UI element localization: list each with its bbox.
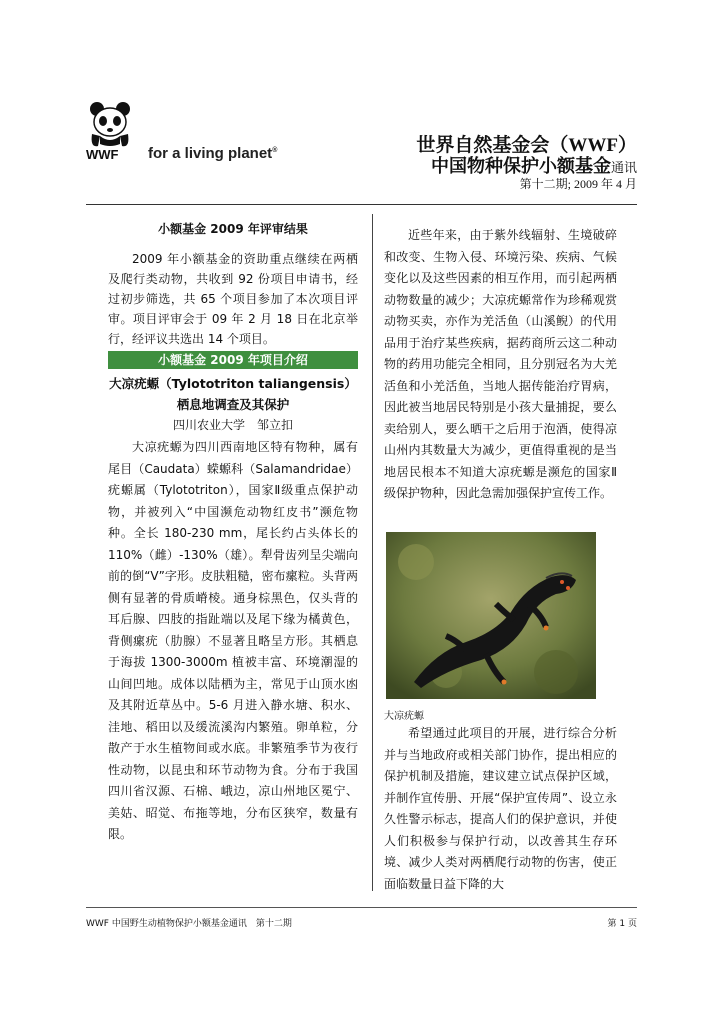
wwf-logo-text: WWF: [86, 147, 119, 162]
footer-rule: [86, 907, 637, 908]
header-rule: [86, 204, 637, 205]
tagline-text: for a living planet: [148, 145, 273, 162]
article-title: 大凉疣螈（Tylototriton taliangensis）栖息地调查及其保护: [109, 376, 357, 412]
salamander-photo: [386, 532, 596, 699]
column-divider: [372, 214, 373, 891]
fund-title-main: 中国物种保护小额基金: [430, 156, 611, 176]
article-body-left: 大凉疣螈为四川西南地区特有物种，属有尾目（Caudata）蝾螈科（Salamandridae）疣螈属（Tylototriton），国家Ⅱ级重点保护动物，并被列入“中国濒危动物红皮书”濒危物种。全长 180-230 mm，尾长约占头体长的 110%（雌）-130%（雄）。犁骨齿列呈尖端向前的倒“V”字形。皮肤粗糙，密布瘰粒。头背两侧有显著的骨质嵴棱。通身棕黑色，仅头背的耳后腺、四肢的指趾端以及尾下缘为橘黄色，背侧瘰疣（肋腺）不显著且略呈方形。其栖息于海拔 1300-3000m 植被丰富、环境潮湿的山间凹地。成体以陆栖为主，常见于山顶水凼及其附近草丛中。5-6 月进入静水塘、积水、洼地、稻田以及缓流溪沟内繁殖。卵单粒，分散产于水生植物间或水底。非繁殖季节为夜行性动物，以昆虫和环节动物为食。分布于我国四川省汉源、石棉、峨边，凉山州地区冕宁、美姑、昭觉、布拖等地，分布区狭窄，数量有限。: [108, 440, 358, 841]
section1-body: 2009 年小额基金的资助重点继续在两栖及爬行类动物，共收到 92 份项目申请书，经过初步筛选，共 65 个项目参加了本次项目评审。项目评审会于 09 年 2 月 18 日在北京举行，经评议共选出 14 个项目。: [108, 252, 358, 346]
tagline: [148, 145, 277, 162]
org-title: 世界自然基金会（WWF）: [416, 135, 637, 156]
article-body-right-top: 近些年来，由于紫外线辐射、生境破碎和改变、生物入侵、环境污染、疾病、气候变化以及这些因素的相互作用，而引起两栖动物数量的减少；大凉疣螈常作为珍稀观赏动物买卖，亦作为羌活鱼（山溪鲵）的代用品用于治疗某些疾病，据药商所云这二种动物的药用功能完全相同，且分别冠名为大羌活鱼和小羌活鱼，当地人据传能治疗胃病，因此被当地居民特别是小孩大量捕捉，要么卖给别人，要么晒干之后用于泡酒，使得凉山州内其数量大为减少，更值得重视的是当地居民根本不知道大凉疣螈是濒危的国家Ⅱ级保护物种，因此急需加强保护宣传工作。: [384, 228, 617, 500]
article-body-right-bottom: 希望通过此项目的开展，进行综合分析并与当地政府或相关部门协作，提出相应的保护机制及措施，建议建立试点保护区域，并制作宣传册、开展“保护宣传周”、设立永久性警示标志，提高人们的保护意识，并使人们积极参与保护行动，以改善其生存环境、减少人类对两栖爬行动物的伤害，使正面临数量日益下降的大: [384, 726, 617, 891]
article-author: 四川农业大学 邹立扣: [172, 418, 293, 432]
footer-page-number: 第 1 页: [607, 919, 637, 929]
issue-line: 第十二期; 2009 年 4 月: [519, 177, 637, 191]
section2-banner: 小额基金 2009 年项目介绍: [108, 351, 358, 369]
fund-title-suffix: 通讯: [610, 160, 637, 175]
section1-title: 小额基金 2009 年评审结果: [158, 222, 308, 236]
registered-mark: ®: [272, 147, 278, 154]
photo-caption: 大凉疣螈: [384, 711, 424, 722]
footer-publication: WWF 中国野生动植物保护小额基金通讯 第十二期: [86, 919, 292, 929]
